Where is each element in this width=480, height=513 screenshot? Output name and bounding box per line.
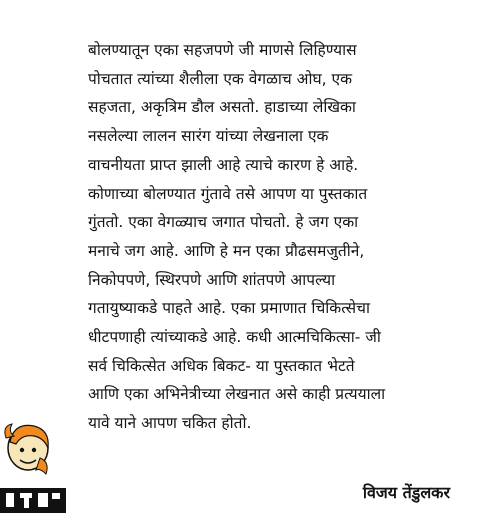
blurb-line: निकोपपणे, स्थिरपणे आणि शांतपणे आपल्या [88, 270, 336, 289]
blurb-line: सर्व चिकित्सेत अधिक बिकट- या पुस्तकात भेटते [88, 356, 355, 375]
blurb-line: नसलेल्या लालन सारंग यांच्या लेखनाला एक [88, 127, 329, 146]
blurb-line: यावे याने आपण चकित होतो. [88, 414, 252, 433]
author-signature: विजय तेंडुलकर [362, 483, 450, 502]
blurb-line: कोणाच्या बोलण्यात गुंतावे तसे आपण या पुस्तकात [88, 184, 368, 203]
blurb-line: पोचतात त्यांच्या शैलीला एक वेगळाच ओघ, एक [88, 69, 353, 88]
blurb-line: बोलण्यातून एका सहजपणे जी माणसे लिहिण्यास [88, 41, 357, 59]
blurb-line: धीटपणाही त्यांच्याकडे आहे. कधी आत्मचिकित्सा- जी [88, 328, 381, 347]
blurb-line: सहजता, अकृत्रिम डौल असतो. हाडाच्या लेखिका [88, 98, 356, 117]
blurb-paragraph [88, 36, 468, 438]
blurb-line: मनाचे जग आहे. आणि हे मन एका प्रौढसमजुतीने, [88, 241, 365, 260]
blurb-line: आणि एका अभिनेत्रीच्या लेखनात असे काही प्रत्ययाला [88, 385, 386, 404]
blurb-line: वाचनीयता प्राप्त झाली आहे त्याचे कारण हे आहे. [88, 155, 359, 174]
blurb-line: गतायुष्याकडे पाहते आहे. एका प्रमाणात चिकित्सेचा [88, 299, 370, 318]
blurb-line: गुंततो. एका वेगळ्याच जगात पोचतो. हे जग एका [88, 213, 359, 232]
publisher-logo-icon [0, 418, 70, 513]
